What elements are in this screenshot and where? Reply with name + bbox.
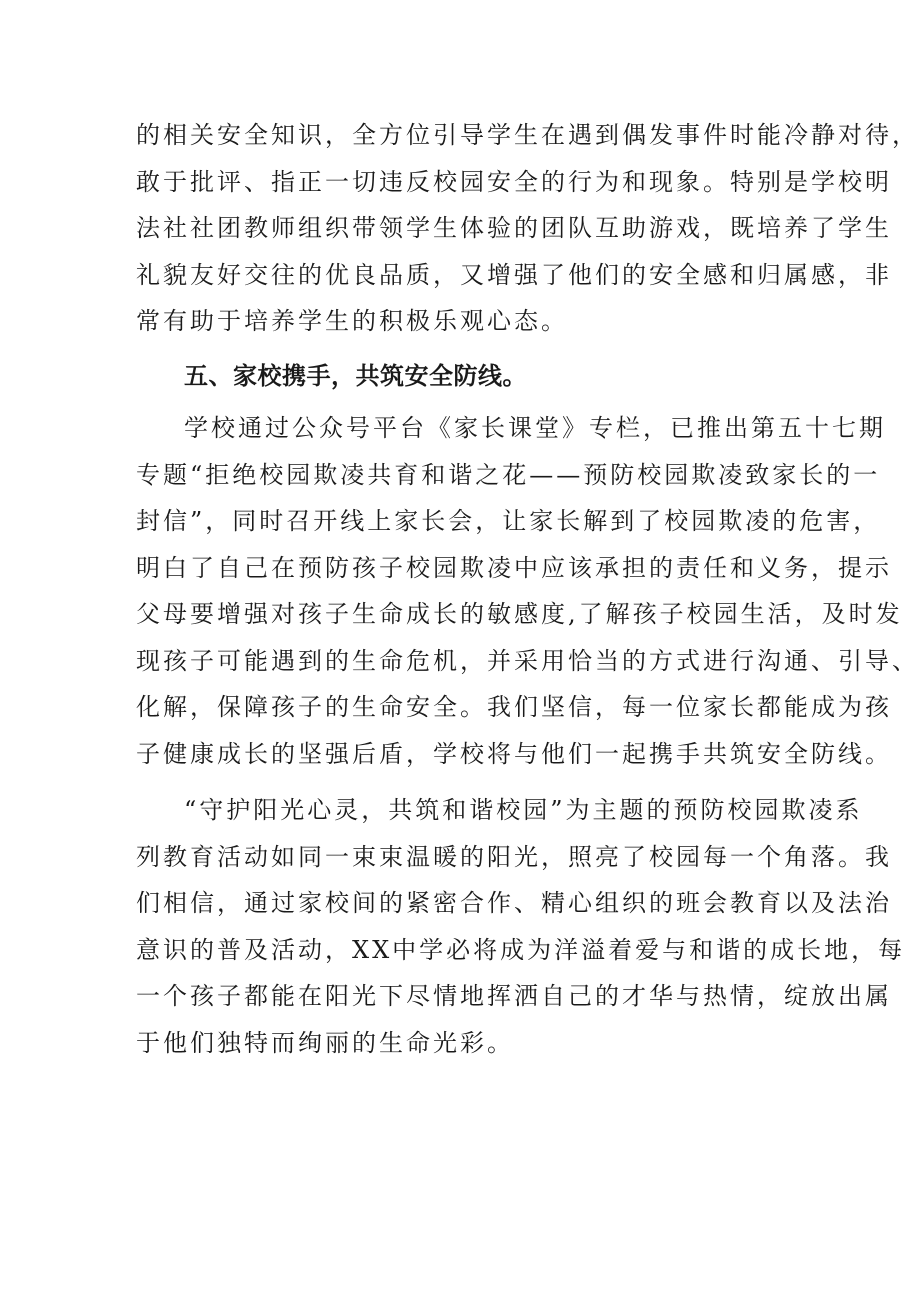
- text-line: 子健康成长的坚强后盾，学校将与他们一起携手共筑安全防线。: [136, 739, 892, 768]
- text-line: 父母要增强对孩子生命成长的敏感度,了解孩子校园生活，及时发: [136, 600, 903, 628]
- text-line: 封信”，同时召开线上家长会，让家长解到了校园欺凌的危害，: [136, 507, 881, 535]
- section-heading-five: 五、家校携手，共筑安全防线。: [184, 361, 527, 390]
- text-line: 常有助于培养学生的积极乐观心态。: [136, 307, 568, 335]
- text-line: 化解，保障孩子的生命安全。我们坚信，每一位家长都能成为孩: [136, 693, 892, 721]
- text-line: 法社社团教师组织带领学生体验的团队互助游戏，既培养了学生: [136, 214, 892, 242]
- paragraph-conclusion: [136, 787, 906, 1066]
- text-line: 于他们独特而绚丽的生命光彩。: [136, 1028, 514, 1057]
- text-line: 的相关安全知识，全方位引导学生在遇到偶发事件时能冷静对待，: [136, 121, 919, 149]
- text-line: 意识的普及活动，XX中学必将成为洋溢着爱与和谐的成长地，每: [136, 935, 906, 964]
- paragraph-home-school: [136, 405, 919, 777]
- text-line: 敢于批评、指正一切违反校园安全的行为和现象。特别是学校明: [136, 167, 892, 196]
- document-body: [136, 112, 919, 1066]
- text-line: 专题“拒绝校园欺凌共育和谐之花——预防校园欺凌致家长的一: [136, 460, 881, 489]
- text-line: 学校通过公众号平台《家长课堂》专栏，已推出第五十七期: [184, 414, 886, 442]
- paragraph-safety-knowledge: [136, 112, 919, 345]
- text-line: 列教育活动如同一束束温暖的阳光，照亮了校园每一个角落。我: [136, 842, 892, 871]
- text-line: 现孩子可能遇到的生命危机，并采用恰当的方式进行沟通、引导、: [136, 646, 919, 675]
- text-line: 们相信，通过家校间的紧密合作、精心组织的班会教育以及法治: [136, 889, 892, 917]
- text-line: 礼貌友好交往的优良品质，又增强了他们的安全感和归属感，非: [136, 260, 892, 289]
- text-line: 明白了自己在预防孩子校园欺凌中应该承担的责任和义务，提示: [136, 553, 892, 582]
- text-line: “守护阳光心灵，共筑和谐校园”为主题的预防校园欺凌系: [184, 796, 863, 824]
- text-line: 一个孩子都能在阳光下尽情地挥洒自己的才华与热情，绽放出属: [136, 982, 892, 1010]
